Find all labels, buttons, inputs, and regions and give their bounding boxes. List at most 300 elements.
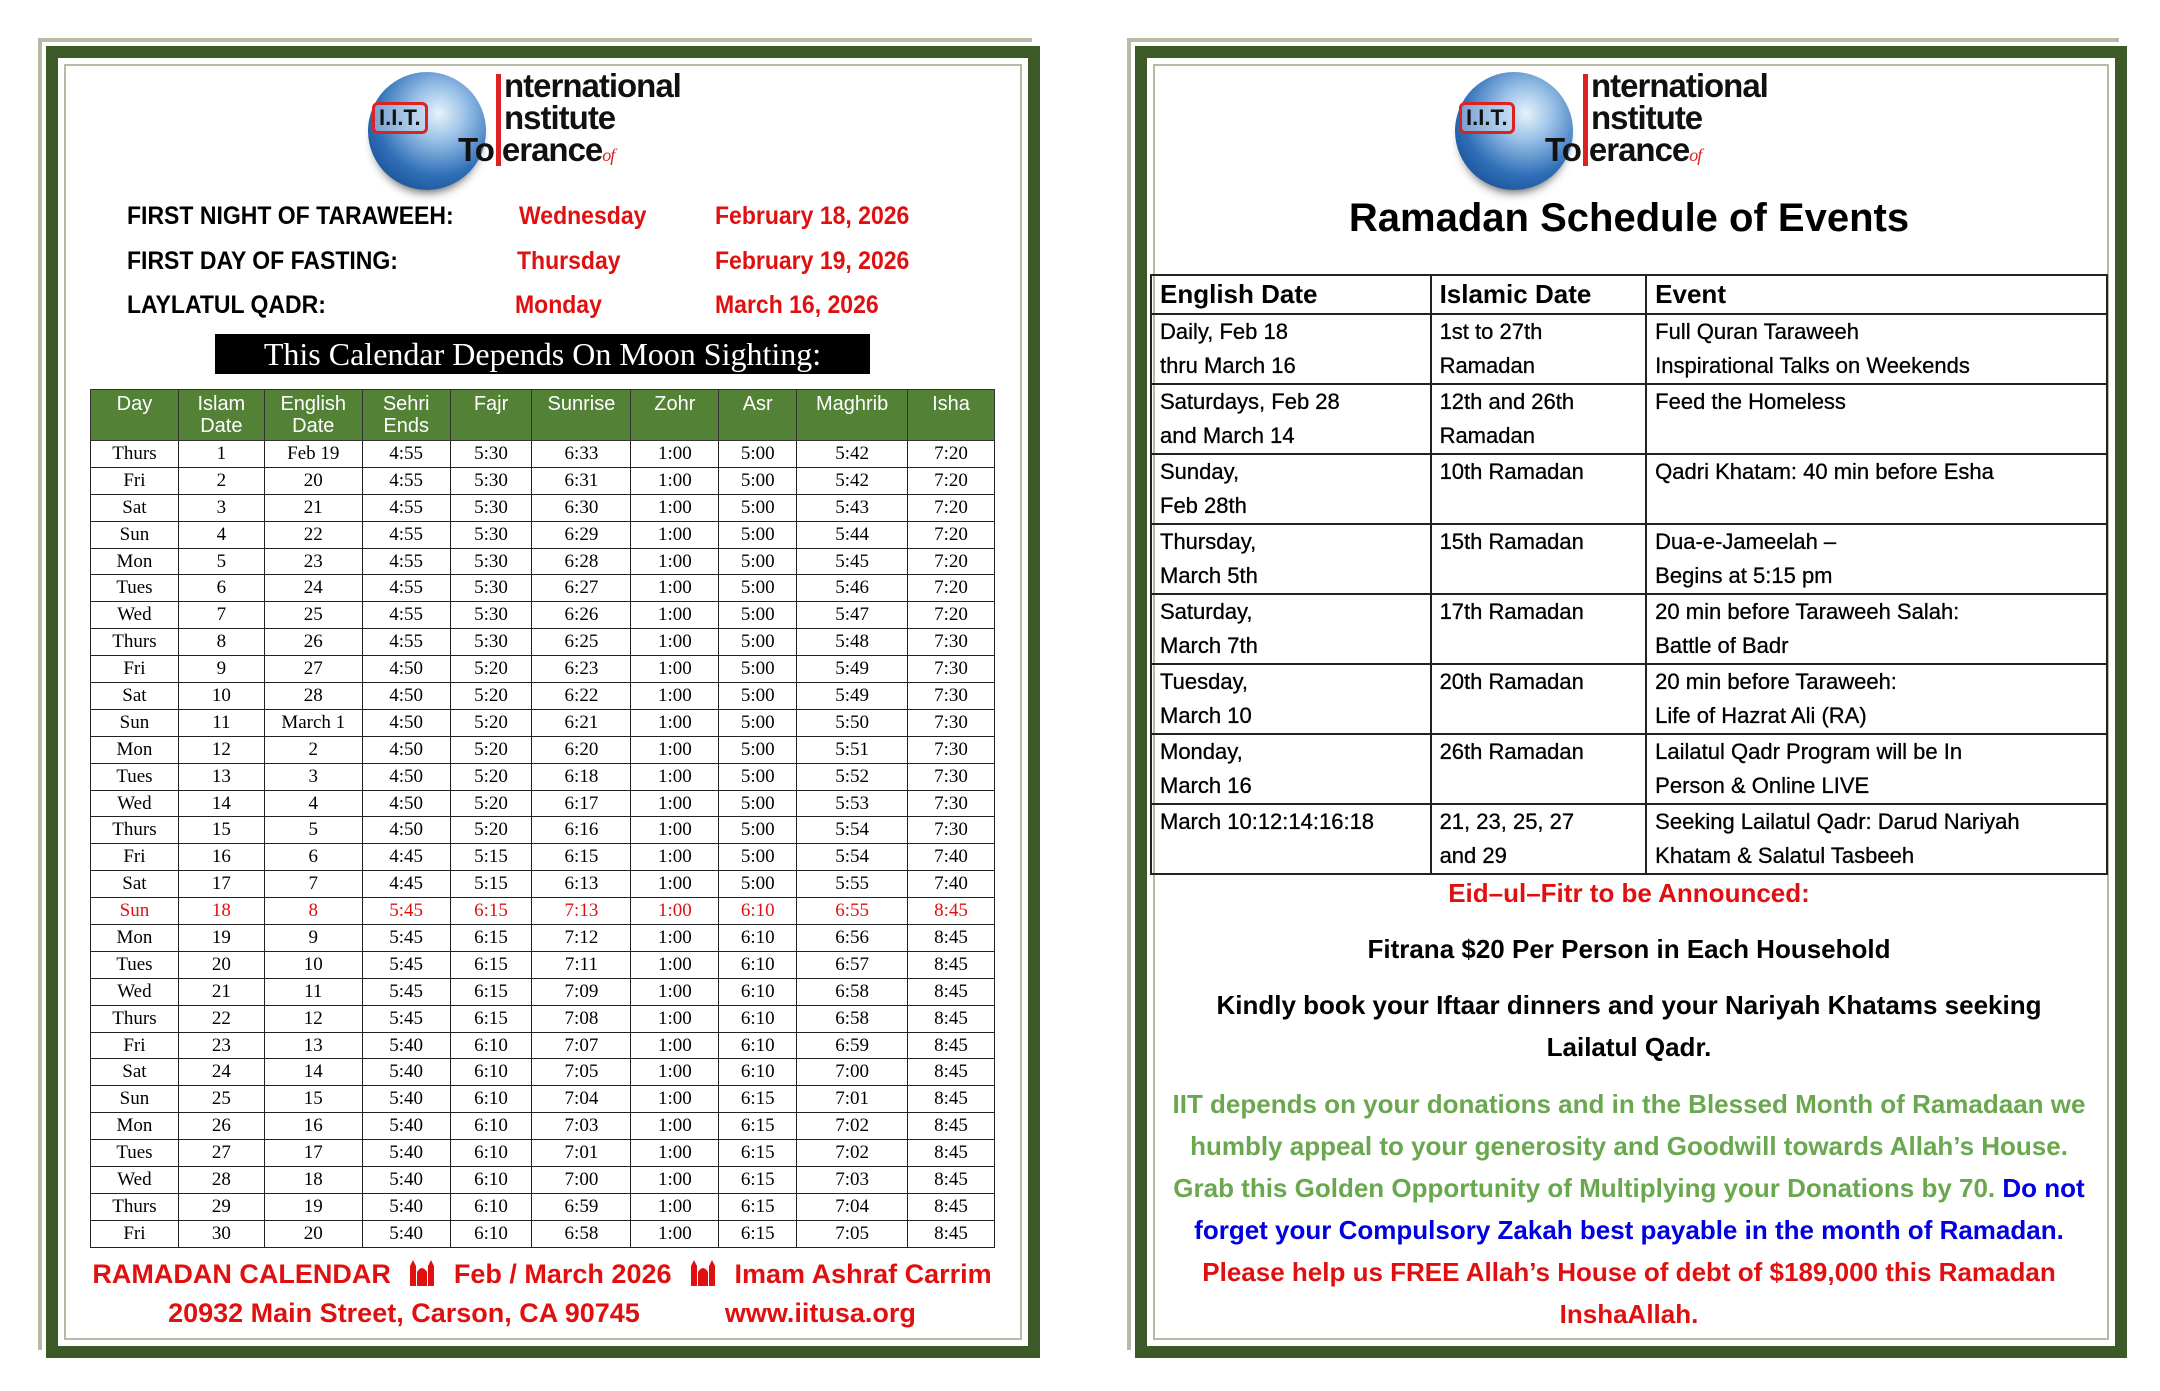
event-row bbox=[1151, 664, 2107, 734]
event-event-cell bbox=[1646, 734, 2107, 804]
calendar-cell: 7:20 bbox=[908, 548, 995, 575]
calendar-cell: 5:54 bbox=[797, 817, 908, 844]
calendar-cell: 4:55 bbox=[362, 548, 450, 575]
calendar-cell: 5:30 bbox=[450, 548, 532, 575]
calendar-cell: 8:45 bbox=[908, 1167, 995, 1194]
event-islamic-line: 12th and 26th bbox=[1439, 389, 1575, 414]
calendar-cell: 6:25 bbox=[532, 629, 631, 656]
event-event-line: Full Quran Taraweeh bbox=[1655, 319, 1859, 344]
calendar-cell: 1:00 bbox=[631, 575, 719, 602]
calendar-cell: 5 bbox=[178, 548, 264, 575]
calendar-cell: 7:30 bbox=[908, 736, 995, 763]
calendar-cell: 5:54 bbox=[797, 844, 908, 871]
event-english-cell bbox=[1151, 734, 1431, 804]
calendar-cell: 6:58 bbox=[797, 1005, 908, 1032]
event-english-line: Feb 28th bbox=[1160, 493, 1247, 518]
column-header: Day bbox=[91, 390, 179, 441]
logo-abbr: I.I.T. bbox=[372, 102, 428, 134]
calendar-cell: 7:04 bbox=[797, 1193, 908, 1220]
calendar-cell: 5:45 bbox=[362, 898, 450, 925]
event-islamic-line: 26th Ramadan bbox=[1439, 739, 1584, 764]
calendar-cell: Tues bbox=[91, 575, 179, 602]
calendar-cell: 5:50 bbox=[797, 709, 908, 736]
footer-website[interactable]: www.iitusa.org bbox=[724, 1298, 916, 1328]
calendar-cell: 5:30 bbox=[450, 494, 532, 521]
event-event-cell bbox=[1646, 664, 2107, 734]
calendar-cell: Thurs bbox=[91, 1193, 179, 1220]
event-english-cell bbox=[1151, 384, 1431, 454]
calendar-cell: 11 bbox=[264, 978, 362, 1005]
calendar-cell: 4:55 bbox=[362, 494, 450, 521]
calendar-cell: 5:00 bbox=[719, 736, 797, 763]
calendar-cell: 6:31 bbox=[532, 467, 631, 494]
calendar-cell: 28 bbox=[264, 683, 362, 710]
event-event-line: 20 min before Taraweeh: bbox=[1655, 669, 1897, 694]
info-day: Monday bbox=[515, 291, 602, 319]
calendar-cell: 6:56 bbox=[797, 925, 908, 952]
calendar-row bbox=[91, 1140, 995, 1167]
calendar-cell: 5:00 bbox=[719, 656, 797, 683]
column-header: Fajr bbox=[450, 390, 532, 441]
fitrana-note: Fitrana $20 Per Person in Each Household bbox=[1367, 934, 1891, 964]
calendar-cell: 7:40 bbox=[908, 871, 995, 898]
event-row bbox=[1151, 314, 2107, 384]
calendar-cell: 1:00 bbox=[631, 1113, 719, 1140]
calendar-cell: 7:13 bbox=[532, 898, 631, 925]
logo-line2: nstitute bbox=[504, 99, 616, 136]
calendar-cell: 6:58 bbox=[532, 1220, 631, 1247]
calendar-cell: March 1 bbox=[264, 709, 362, 736]
calendar-cell: 5:45 bbox=[362, 978, 450, 1005]
column-header: Isha bbox=[908, 390, 995, 441]
calendar-cell: 7:20 bbox=[908, 575, 995, 602]
calendar-cell: 17 bbox=[264, 1140, 362, 1167]
calendar-cell: 24 bbox=[178, 1059, 264, 1086]
calendar-cell: Fri bbox=[91, 1032, 179, 1059]
appeal-red: Please help us FREE Allah’s House of debt of $189,000 this Ramadan InshaAllah. bbox=[1202, 1257, 2056, 1329]
appeal-blue: Do not forget your Compulsory Zakah best payable in the month of Ramadan. bbox=[1194, 1173, 2085, 1245]
calendar-cell: 6:13 bbox=[532, 871, 631, 898]
calendar-cell: 1:00 bbox=[631, 683, 719, 710]
calendar-cell: 6 bbox=[178, 575, 264, 602]
calendar-cell: 8:45 bbox=[908, 1140, 995, 1167]
calendar-cell: 4:50 bbox=[362, 790, 450, 817]
calendar-cell: 6:10 bbox=[450, 1086, 532, 1113]
calendar-cell: 7:20 bbox=[908, 441, 995, 468]
column-header: Asr bbox=[719, 390, 797, 441]
calendar-row bbox=[91, 709, 995, 736]
eid-announcement: Eid–ul–Fitr to be Announced: bbox=[1448, 878, 1810, 908]
ramadan-calendar-table bbox=[90, 389, 995, 1248]
calendar-cell: 5:45 bbox=[362, 951, 450, 978]
calendar-cell: 1:00 bbox=[631, 1140, 719, 1167]
calendar-cell: 5:20 bbox=[450, 656, 532, 683]
event-english-line: Saturdays, Feb 28 bbox=[1160, 389, 1340, 414]
calendar-cell: 4:55 bbox=[362, 629, 450, 656]
calendar-cell: 1:00 bbox=[631, 1032, 719, 1059]
calendar-cell: 1:00 bbox=[631, 629, 719, 656]
calendar-cell: 5:30 bbox=[450, 467, 532, 494]
calendar-row bbox=[91, 736, 995, 763]
calendar-cell: 1 bbox=[178, 441, 264, 468]
calendar-cell: 7:04 bbox=[532, 1086, 631, 1113]
column-header: Maghrib bbox=[797, 390, 908, 441]
calendar-cell: 1:00 bbox=[631, 1086, 719, 1113]
calendar-cell: 9 bbox=[178, 656, 264, 683]
calendar-cell: 27 bbox=[264, 656, 362, 683]
calendar-cell: 20 bbox=[264, 467, 362, 494]
calendar-cell: 1:00 bbox=[631, 548, 719, 575]
calendar-cell: 8:45 bbox=[908, 1059, 995, 1086]
calendar-cell: 8:45 bbox=[908, 1005, 995, 1032]
calendar-cell: 22 bbox=[178, 1005, 264, 1032]
calendar-cell: 7:40 bbox=[908, 844, 995, 871]
calendar-cell: 24 bbox=[264, 575, 362, 602]
event-english-cell bbox=[1151, 664, 1431, 734]
calendar-cell: 7:20 bbox=[908, 602, 995, 629]
calendar-cell: 4:55 bbox=[362, 441, 450, 468]
footer-period: Feb / March 2026 bbox=[453, 1259, 672, 1289]
calendar-cell: 12 bbox=[178, 736, 264, 763]
calendar-cell: 6:15 bbox=[719, 1193, 797, 1220]
calendar-cell: 6:22 bbox=[532, 683, 631, 710]
event-row bbox=[1151, 804, 2107, 874]
calendar-cell: 1:00 bbox=[631, 871, 719, 898]
calendar-cell: Tues bbox=[91, 951, 179, 978]
calendar-cell: 6:59 bbox=[797, 1032, 908, 1059]
calendar-row bbox=[91, 1193, 995, 1220]
calendar-cell: 6:33 bbox=[532, 441, 631, 468]
calendar-cell: 5:30 bbox=[450, 575, 532, 602]
calendar-cell: 4:55 bbox=[362, 575, 450, 602]
iftaar-note: Kindly book your Iftaar dinners and your Nariyah Khatams seeking Lailatul Qadr. bbox=[1216, 990, 2042, 1062]
events-table bbox=[1150, 274, 2108, 875]
iit-logo bbox=[1455, 67, 1805, 180]
calendar-cell: 5:40 bbox=[362, 1140, 450, 1167]
calendar-cell: 7:03 bbox=[797, 1167, 908, 1194]
calendar-cell: 5:49 bbox=[797, 656, 908, 683]
calendar-cell: 1:00 bbox=[631, 951, 719, 978]
calendar-cell: 5:15 bbox=[450, 844, 532, 871]
event-english-line: Thursday, bbox=[1160, 529, 1257, 554]
event-english-line: March 10 bbox=[1160, 703, 1252, 728]
event-english-cell bbox=[1151, 594, 1431, 664]
calendar-cell: 5:45 bbox=[797, 548, 908, 575]
event-english-cell bbox=[1151, 454, 1431, 524]
calendar-cell: 8:45 bbox=[908, 1032, 995, 1059]
calendar-cell: 1:00 bbox=[631, 736, 719, 763]
calendar-cell: 7:12 bbox=[532, 925, 631, 952]
footer-calendar: RAMADAN CALENDAR bbox=[92, 1259, 391, 1289]
calendar-cell: 6 bbox=[264, 844, 362, 871]
event-english-line: Monday, bbox=[1160, 739, 1243, 764]
calendar-cell: Mon bbox=[91, 736, 179, 763]
calendar-cell: 6:10 bbox=[719, 978, 797, 1005]
calendar-cell: 6:17 bbox=[532, 790, 631, 817]
event-islamic-line: 21, 23, 25, 27 bbox=[1439, 809, 1575, 834]
calendar-cell: 1:00 bbox=[631, 521, 719, 548]
calendar-cell: 6:15 bbox=[450, 951, 532, 978]
calendar-cell: Fri bbox=[91, 467, 179, 494]
calendar-cell: 8 bbox=[264, 898, 362, 925]
calendar-row bbox=[91, 1059, 995, 1086]
calendar-cell: 5:00 bbox=[719, 575, 797, 602]
calendar-cell: 7:30 bbox=[908, 763, 995, 790]
calendar-cell: 6:15 bbox=[532, 844, 631, 871]
event-islamic-line: and 29 bbox=[1439, 843, 1507, 868]
calendar-cell: 5:53 bbox=[797, 790, 908, 817]
calendar-cell: 6:10 bbox=[450, 1193, 532, 1220]
calendar-cell: 5:00 bbox=[719, 844, 797, 871]
calendar-cell: 8:45 bbox=[908, 951, 995, 978]
calendar-cell: Thurs bbox=[91, 441, 179, 468]
calendar-cell: 8:45 bbox=[908, 1113, 995, 1140]
calendar-cell: 19 bbox=[178, 925, 264, 952]
calendar-cell: 5:00 bbox=[719, 521, 797, 548]
calendar-cell: 4:45 bbox=[362, 844, 450, 871]
event-islamic-line: Ramadan bbox=[1439, 423, 1535, 448]
calendar-cell: 6:23 bbox=[532, 656, 631, 683]
calendar-row bbox=[91, 521, 995, 548]
logo-of: of bbox=[1689, 145, 1702, 165]
event-event-line: 20 min before Taraweeh Salah: bbox=[1655, 599, 1960, 624]
calendar-row bbox=[91, 817, 995, 844]
event-english-cell bbox=[1151, 804, 1431, 874]
calendar-cell: Fri bbox=[91, 1220, 179, 1247]
calendar-cell: 28 bbox=[178, 1167, 264, 1194]
calendar-cell: 6:15 bbox=[719, 1140, 797, 1167]
calendar-cell: 5:47 bbox=[797, 602, 908, 629]
calendar-cell: Fri bbox=[91, 844, 179, 871]
event-event-line: Qadri Khatam: 40 min before Esha bbox=[1655, 459, 1994, 484]
appeal-green: IIT depends on your donations and in the Blessed Month of Ramadaan we humbly appeal to your generosity and Goodwill towards Allah’s House. Grab this Golden Opportunity of Multiplying your Donations by 70. bbox=[1172, 1089, 2086, 1203]
logo-line3-pre: To bbox=[458, 131, 494, 168]
events-column-header: Islamic Date bbox=[1431, 275, 1647, 314]
calendar-cell: 5:20 bbox=[450, 736, 532, 763]
calendar-cell: 1:00 bbox=[631, 1220, 719, 1247]
event-event-cell bbox=[1646, 384, 2107, 454]
calendar-row bbox=[91, 1167, 995, 1194]
event-islamic-line: 15th Ramadan bbox=[1439, 529, 1584, 554]
calendar-cell: Thurs bbox=[91, 817, 179, 844]
logo-line2: nstitute bbox=[1591, 99, 1703, 136]
calendar-cell: 26 bbox=[178, 1113, 264, 1140]
calendar-row bbox=[91, 1220, 995, 1247]
calendar-cell: 6:58 bbox=[797, 978, 908, 1005]
calendar-row bbox=[91, 951, 995, 978]
calendar-cell: 5:45 bbox=[362, 1005, 450, 1032]
calendar-row bbox=[91, 548, 995, 575]
calendar-row bbox=[91, 494, 995, 521]
calendar-cell: 4:55 bbox=[362, 467, 450, 494]
calendar-cell: 1:00 bbox=[631, 1167, 719, 1194]
calendar-cell: 30 bbox=[178, 1220, 264, 1247]
calendar-cell: 7:02 bbox=[797, 1113, 908, 1140]
event-row bbox=[1151, 734, 2107, 804]
event-english-line: Sunday, bbox=[1160, 459, 1240, 484]
calendar-cell: 7:08 bbox=[532, 1005, 631, 1032]
column-header: Sehri Ends bbox=[362, 390, 450, 441]
calendar-cell: 25 bbox=[264, 602, 362, 629]
calendar-row bbox=[91, 467, 995, 494]
calendar-cell: 21 bbox=[178, 978, 264, 1005]
event-event-line: Inspirational Talks on Weekends bbox=[1655, 353, 1970, 378]
calendar-cell: 6:21 bbox=[532, 709, 631, 736]
calendar-cell: 14 bbox=[178, 790, 264, 817]
calendar-cell: 4 bbox=[178, 521, 264, 548]
calendar-cell: 8:45 bbox=[908, 978, 995, 1005]
calendar-cell: 5:43 bbox=[797, 494, 908, 521]
event-event-line: Person & Online LIVE bbox=[1655, 773, 1870, 798]
calendar-cell: 20 bbox=[178, 951, 264, 978]
event-english-cell bbox=[1151, 314, 1431, 384]
calendar-row bbox=[91, 683, 995, 710]
calendar-cell: 15 bbox=[178, 817, 264, 844]
calendar-row bbox=[91, 1032, 995, 1059]
calendar-cell: 1:00 bbox=[631, 1005, 719, 1032]
calendar-cell: Wed bbox=[91, 978, 179, 1005]
calendar-cell: 7:02 bbox=[797, 1140, 908, 1167]
calendar-cell: 4:50 bbox=[362, 817, 450, 844]
calendar-cell: 5:00 bbox=[719, 602, 797, 629]
calendar-cell: 1:00 bbox=[631, 898, 719, 925]
calendar-cell: 6:30 bbox=[532, 494, 631, 521]
calendar-cell: 5:46 bbox=[797, 575, 908, 602]
calendar-row bbox=[91, 978, 995, 1005]
calendar-cell: 6:15 bbox=[450, 978, 532, 1005]
calendar-row bbox=[91, 1113, 995, 1140]
calendar-cell: 18 bbox=[178, 898, 264, 925]
calendar-cell: 6:10 bbox=[450, 1140, 532, 1167]
calendar-cell: Thurs bbox=[91, 1005, 179, 1032]
event-event-cell bbox=[1646, 524, 2107, 594]
info-day: Thursday bbox=[517, 247, 621, 275]
calendar-cell: 6:18 bbox=[532, 763, 631, 790]
calendar-cell: 5 bbox=[264, 817, 362, 844]
calendar-cell: 5:00 bbox=[719, 467, 797, 494]
event-english-line: Tuesday, bbox=[1160, 669, 1249, 694]
event-english-cell bbox=[1151, 524, 1431, 594]
calendar-cell: 6:55 bbox=[797, 898, 908, 925]
event-event-line: Khatam & Salatul Tasbeeh bbox=[1655, 843, 1915, 868]
calendar-cell: 1:00 bbox=[631, 602, 719, 629]
calendar-cell: 5:00 bbox=[719, 629, 797, 656]
calendar-cell: 5:42 bbox=[797, 467, 908, 494]
calendar-cell: 26 bbox=[264, 629, 362, 656]
calendar-row bbox=[91, 629, 995, 656]
calendar-cell: 1:00 bbox=[631, 441, 719, 468]
calendar-cell: 7:01 bbox=[797, 1086, 908, 1113]
calendar-cell: 7:07 bbox=[532, 1032, 631, 1059]
calendar-cell: 12 bbox=[264, 1005, 362, 1032]
event-event-cell bbox=[1646, 454, 2107, 524]
calendar-cell: 4:50 bbox=[362, 763, 450, 790]
logo-line1: nternational bbox=[504, 67, 681, 104]
calendar-cell: 21 bbox=[264, 494, 362, 521]
calendar-cell: 5:51 bbox=[797, 736, 908, 763]
calendar-cell: 6:10 bbox=[450, 1113, 532, 1140]
calendar-cell: 7:05 bbox=[532, 1059, 631, 1086]
calendar-cell: Sat bbox=[91, 494, 179, 521]
calendar-cell: 8:45 bbox=[908, 1193, 995, 1220]
events-column-header: English Date bbox=[1151, 275, 1431, 314]
calendar-row bbox=[91, 790, 995, 817]
calendar-cell: 6:16 bbox=[532, 817, 631, 844]
calendar-cell: 16 bbox=[264, 1113, 362, 1140]
calendar-cell: 7:03 bbox=[532, 1113, 631, 1140]
calendar-cell: 6:10 bbox=[450, 1220, 532, 1247]
calendar-cell: 7:05 bbox=[797, 1220, 908, 1247]
calendar-cell: 2 bbox=[264, 736, 362, 763]
calendar-cell: 1:00 bbox=[631, 709, 719, 736]
event-english-line: and March 14 bbox=[1160, 423, 1295, 448]
calendar-cell: 7:11 bbox=[532, 951, 631, 978]
calendar-cell: 7:30 bbox=[908, 656, 995, 683]
calendar-cell: 7 bbox=[178, 602, 264, 629]
calendar-cell: 1:00 bbox=[631, 763, 719, 790]
event-islamic-cell bbox=[1431, 454, 1647, 524]
event-islamic-line: Ramadan bbox=[1439, 353, 1535, 378]
calendar-cell: 1:00 bbox=[631, 978, 719, 1005]
calendar-cell: 18 bbox=[264, 1167, 362, 1194]
calendar-cell: 17 bbox=[178, 871, 264, 898]
calendar-cell: 5:00 bbox=[719, 871, 797, 898]
calendar-cell: 6:15 bbox=[719, 1167, 797, 1194]
calendar-cell: 5:20 bbox=[450, 790, 532, 817]
calendar-cell: 6:10 bbox=[719, 1032, 797, 1059]
calendar-cell: 4:50 bbox=[362, 683, 450, 710]
logo-line3: erance bbox=[501, 131, 603, 168]
event-islamic-cell bbox=[1431, 384, 1647, 454]
calendar-cell: Sat bbox=[91, 871, 179, 898]
calendar-cell: 1:00 bbox=[631, 817, 719, 844]
calendar-cell: 5:30 bbox=[450, 521, 532, 548]
calendar-cell: 7:09 bbox=[532, 978, 631, 1005]
calendar-cell: 3 bbox=[178, 494, 264, 521]
calendar-cell: 13 bbox=[178, 763, 264, 790]
info-date: February 18, 2026 bbox=[715, 202, 910, 230]
calendar-cell: 6:28 bbox=[532, 548, 631, 575]
event-islamic-line: 20th Ramadan bbox=[1439, 669, 1584, 694]
event-event-cell bbox=[1646, 314, 2107, 384]
event-islamic-line: 1st to 27th bbox=[1439, 319, 1543, 344]
calendar-cell: 5:40 bbox=[362, 1220, 450, 1247]
calendar-cell: 3 bbox=[264, 763, 362, 790]
event-english-line: Saturday, bbox=[1160, 599, 1253, 624]
event-english-line: Daily, Feb 18 bbox=[1160, 319, 1288, 344]
calendar-cell: 6:10 bbox=[719, 925, 797, 952]
calendar-cell: 6:10 bbox=[450, 1032, 532, 1059]
calendar-cell: 7:30 bbox=[908, 709, 995, 736]
event-english-line: March 16 bbox=[1160, 773, 1252, 798]
calendar-row bbox=[91, 575, 995, 602]
calendar-cell: 6:26 bbox=[532, 602, 631, 629]
event-islamic-cell bbox=[1431, 594, 1647, 664]
calendar-cell: 5:40 bbox=[362, 1059, 450, 1086]
calendar-cell: 14 bbox=[264, 1059, 362, 1086]
calendar-cell: Mon bbox=[91, 548, 179, 575]
event-event-line: Feed the Homeless bbox=[1655, 389, 1846, 414]
info-date: March 16, 2026 bbox=[715, 291, 879, 319]
calendar-row bbox=[91, 844, 995, 871]
footer-address: 20932 Main Street, Carson, CA 90745 bbox=[168, 1298, 640, 1328]
calendar-cell: 4:50 bbox=[362, 709, 450, 736]
logo-of: of bbox=[602, 145, 615, 165]
event-islamic-line: 10th Ramadan bbox=[1439, 459, 1584, 484]
calendar-cell: 6:29 bbox=[532, 521, 631, 548]
calendar-cell: 6:10 bbox=[450, 1059, 532, 1086]
info-date: February 19, 2026 bbox=[715, 247, 910, 275]
